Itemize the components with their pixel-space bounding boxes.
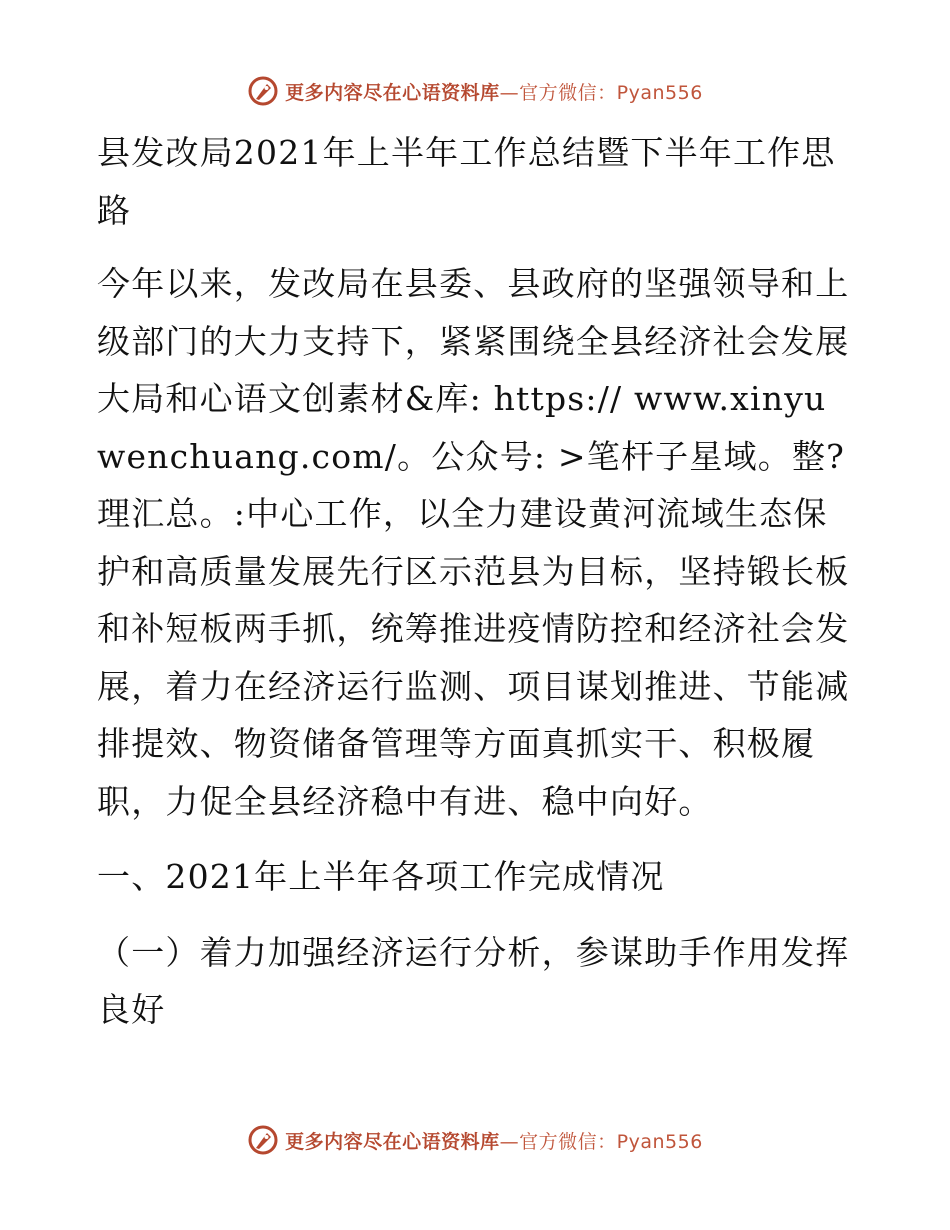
watermark-contact-text: —官方微信：Pyan556 [499, 1130, 703, 1153]
watermark-text [285, 78, 703, 105]
subsection-heading-1: （一）着力加强经济运行分析，参谋助手作用发挥良好 [97, 932, 850, 1029]
document-body [97, 124, 853, 1057]
intro-paragraph: 今年以来，发改局在县委、县政府的坚强领导和上级部门的大力支持下，紧紧围绕全县经济社会发展大局和心语文创素材&库: https:// www.xinyuwenchuang.com/。公众号: >笔杆子星域。整?理汇总。:中心工作，以全力建设黄河流域生态保护和高质量发展先行区示范县为目标，坚持锻长板和补短板两手抓，统筹推进疫情防控和经济社会发展，着力在经济运行监测、项目谋划推进、节能减排提效、物资储备管理等方面真抓实干、积极履职，力促全县经济稳中有进、稳中向好。 [97, 264, 850, 821]
watermark-main-text: 更多内容尽在心语资料库 [285, 81, 500, 104]
section-heading-1: 一、2021年上半年各项工作完成情况 [97, 857, 665, 896]
footer-watermark-banner [0, 1120, 950, 1160]
watermark-text [285, 1127, 703, 1154]
document-title: 县发改局2021年上半年工作总结暨下半年工作思路 [97, 133, 836, 230]
header-watermark-banner [0, 71, 950, 111]
pen-nib-logo-icon [247, 75, 279, 107]
watermark-main-text: 更多内容尽在心语资料库 [285, 1130, 500, 1153]
watermark-contact-text: —官方微信：Pyan556 [499, 81, 703, 104]
pen-nib-logo-icon [247, 1124, 279, 1156]
